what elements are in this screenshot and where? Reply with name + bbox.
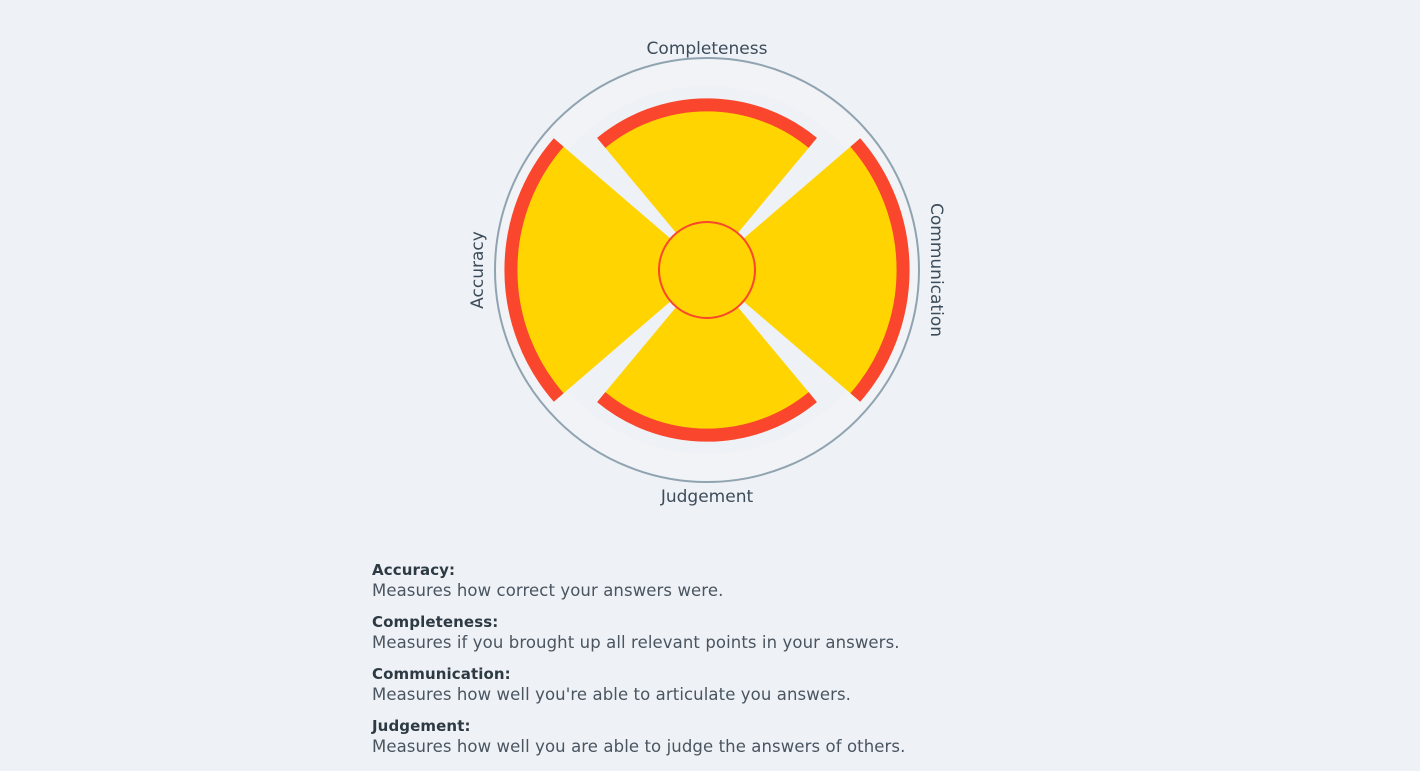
legend-list <box>372 560 1272 768</box>
legend-description-communication: Measures how well you're able to articulate you answers. <box>372 685 851 704</box>
legend-term-communication: Communication: <box>372 665 511 683</box>
legend-description-judgement: Measures how well you are able to judge the answers of others. <box>372 737 906 756</box>
legend-term-accuracy: Accuracy: <box>372 561 456 579</box>
legend-item-accuracy <box>372 560 1272 602</box>
legend-term-completeness: Completeness: <box>372 613 499 631</box>
legend-description-accuracy: Measures how correct your answers were. <box>372 581 724 600</box>
axis-label-completeness: Completeness <box>646 39 768 59</box>
legend-item-completeness <box>372 612 1272 654</box>
legend-item-judgement <box>372 716 1272 758</box>
legend-item-communication <box>372 664 1272 706</box>
axis-label-communication: Communication <box>926 203 946 337</box>
legend-description-completeness: Measures if you brought up all relevant points in your answers. <box>372 633 900 652</box>
legend-term-judgement: Judgement: <box>372 717 471 735</box>
axis-label-judgement: Judgement <box>660 487 754 507</box>
center-hub-circle <box>659 222 755 318</box>
axis-label-accuracy: Accuracy <box>468 231 488 309</box>
